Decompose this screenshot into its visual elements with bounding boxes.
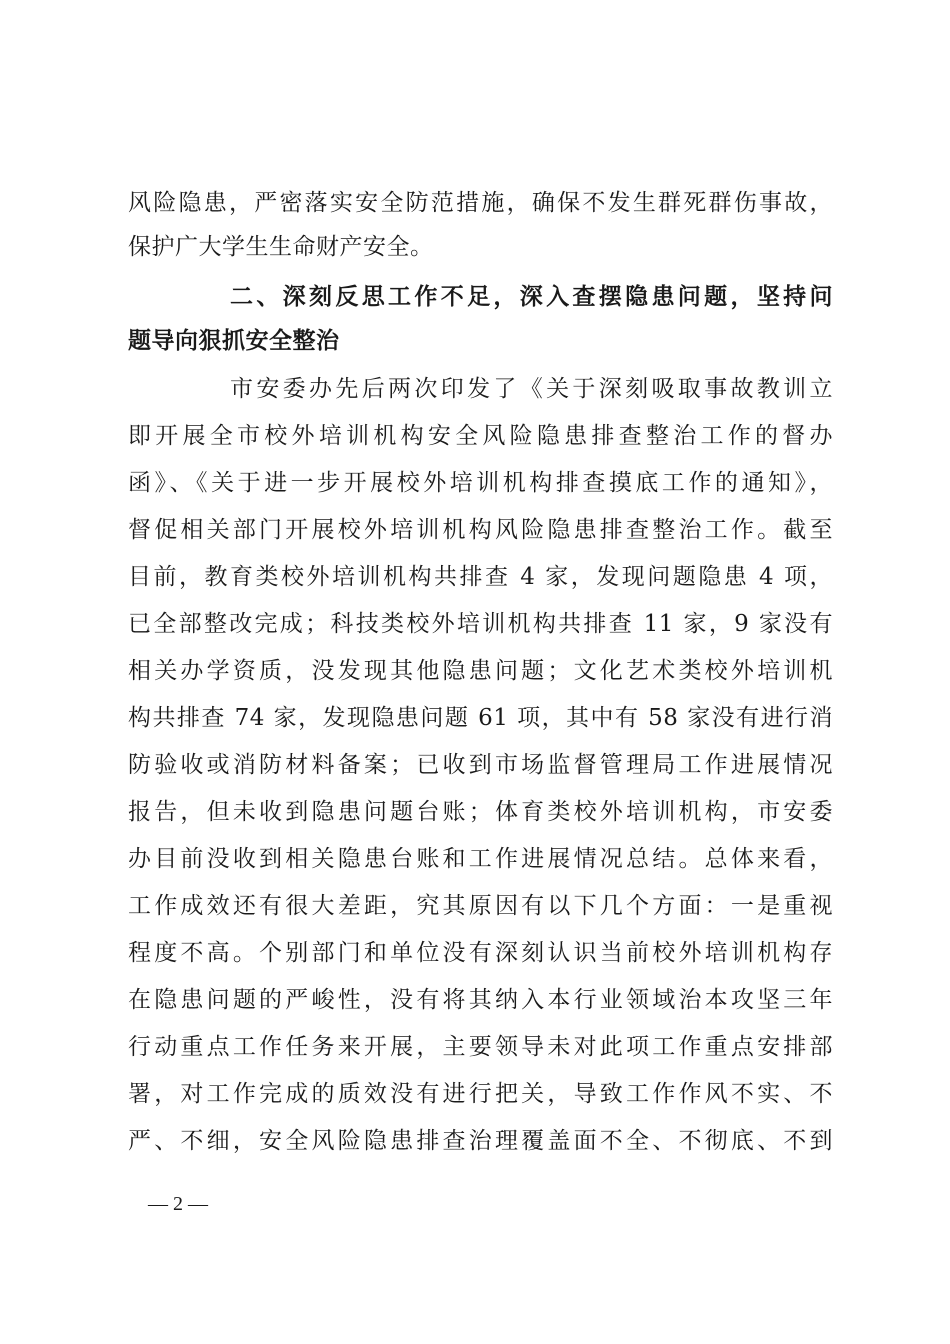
body-text-line: 办目前没收到相关隐患台账和工作进展情况总结。总体来看，	[128, 846, 833, 872]
body-text-line: 市安委办先后两次印发了《关于深刻吸取事故教训立	[230, 376, 833, 402]
body-text-line: 严、不细，安全风险隐患排查治理覆盖面不全、不彻底、不到	[128, 1128, 833, 1154]
body-text-line: 目前，教育类校外培训机构共排查 4 家，发现问题隐患 4 项，	[128, 564, 833, 590]
body-text-line: 即开展全市校外培训机构安全风险隐患排查整治工作的督办	[128, 423, 833, 449]
body-text-line: 构共排查 74 家，发现隐患问题 61 项，其中有 58 家没有进行消	[128, 705, 833, 731]
body-text-line: 督促相关部门开展校外培训机构风险隐患排查整治工作。截至	[128, 517, 833, 543]
body-text-line: 报告，但未收到隐患问题台账；体育类校外培训机构，市安委	[128, 799, 833, 825]
section-heading: 二、深刻反思工作不足，深入查摆隐患问题，坚持问	[230, 284, 833, 310]
section-heading: 题导向狠抓安全整治	[128, 328, 340, 354]
body-text-line: 署，对工作完成的质效没有进行把关，导致工作作风不实、不	[128, 1081, 833, 1107]
body-text-line: 已全部整改完成；科技类校外培训机构共排查 11 家，9 家没有	[128, 611, 833, 637]
body-text-line: 保护广大学生生命财产安全。	[128, 234, 434, 260]
body-text-line: 防验收或消防材料备案；已收到市场监督管理局工作进展情况	[128, 752, 833, 778]
page-number: — 2 —	[148, 1193, 208, 1215]
body-text-line: 在隐患问题的严峻性，没有将其纳入本行业领域治本攻坚三年	[128, 987, 833, 1013]
body-text-line: 程度不高。个别部门和单位没有深刻认识当前校外培训机构存	[128, 940, 833, 966]
body-text-line: 函》、《关于进一步开展校外培训机构排查摸底工作的通知》，	[128, 470, 833, 496]
body-text-line: 工作成效还有很大差距，究其原因有以下几个方面：一是重视	[128, 893, 833, 919]
body-text-line: 相关办学资质，没发现其他隐患问题；文化艺术类校外培训机	[128, 658, 833, 684]
body-text-line: 风险隐患，严密落实安全防范措施，确保不发生群死群伤事故，	[128, 190, 833, 216]
body-text-line: 行动重点工作任务来开展，主要领导未对此项工作重点安排部	[128, 1034, 833, 1060]
